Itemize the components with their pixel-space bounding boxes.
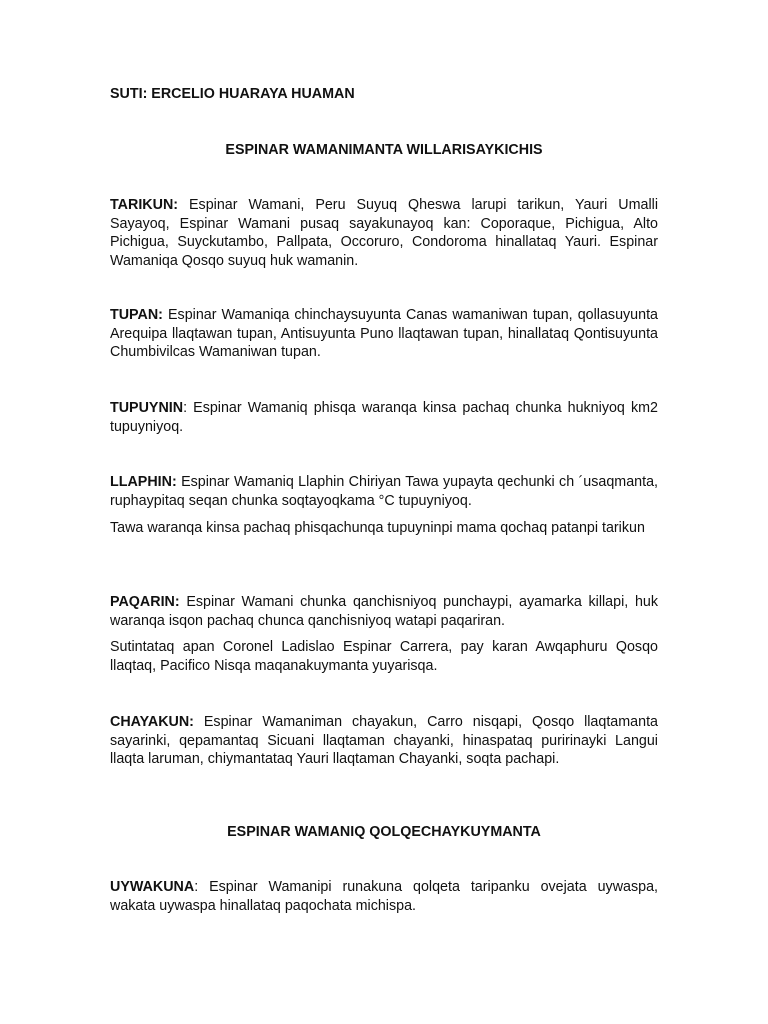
author-line: SUTI: ERCELIO HUARAYA HUAMAN [110,86,355,102]
section-text: Espinar Wamaniq Llaphin Chiriyan Tawa yupayta qechunki ch ´usaqmanta, ruphaypitaq seqan chunka soqtayoqkama °C tupuyniyoq. [110,474,658,509]
section-text: Espinar Wamani, Peru Suyuq Qheswa larupi tarikun, Yauri Umalli Sayayoq, Espinar Wamani pusaq sayakunayoq kan: Coporaque, Pichigua, Alto Pichigua, Suyckutambo, Pallpata, Occoruro, Condoroma hinallataq Yauri. Espinar Wamaniqa Qosqo suyuq huk wamanin. [110,197,658,269]
section-label: TUPUYNIN [110,400,184,416]
section-subtitle: ESPINAR WAMANIQ QOLQECHAYKUYMANTA [227,824,541,840]
section-chayakun [110,713,658,769]
section-text: Espinar Wamaniqa chinchaysuyunta Canas wamaniwan tupan, qollasuyunta Arequipa llaqtawan tupan, Antisuyunta Puno llaqtawan tupan, hinallataq Qontisuyunta Chumbivilcas Wamaniwan tupan. [110,307,658,361]
section-text: Espinar Wamaniman chayakun, Carro nisqapi, Qosqo llaqtamanta sayarinki, qepamantaq Sicuani llaqtaman chayanki, hinaspataq puririnayki Langui llaqta laruman, chiymantataq Yauri llaqtaman Chayanki, soqta pachapi. [110,714,658,768]
section-label: UYWAKUNA [110,879,195,895]
section-tupan [110,306,658,362]
section-label: CHAYAKUN: [110,714,194,730]
document-title: ESPINAR WAMANIMANTA WILLARISAYKICHIS [225,142,543,158]
section-text: : Espinar Wamaniq phisqa waranqa kinsa pachaq chunka hukniyoq km2 tupuyniyoq. [110,400,658,435]
section-tarikun [110,196,658,270]
section-label: PAQARIN: [110,594,180,610]
section-paqarin-extra: Sutintataq apan Coronel Ladislao Espinar Carrera, pay karan Awqaphuru Qosqo llaqtaq, Pacifico Nisqa maqanakuymanta yuyarisqa. [110,639,658,674]
section-llaphin-extra: Tawa waranqa kinsa pachaq phisqachunqa tupuyninpi mama qochaq patanpi tarikun [110,520,645,536]
section-label: LLAPHIN: [110,474,177,490]
section-label: TARIKUN: [110,197,179,213]
section-label: TUPAN: [110,307,163,323]
section-tupuynin [110,399,658,436]
section-llaphin [110,473,658,510]
section-text: Espinar Wamani chunka qanchisniyoq punchaypi, ayamarka killapi, huk waranqa isqon pachaq chunca qanchisniyoq watapi paqariran. [110,594,658,629]
section-text: : Espinar Wamanipi runakuna qolqeta taripanku ovejata uywaspa, wakata uywaspa hinallataq paqochata michispa. [110,879,658,914]
section-uywakuna [110,878,658,915]
section-paqarin [110,593,658,630]
